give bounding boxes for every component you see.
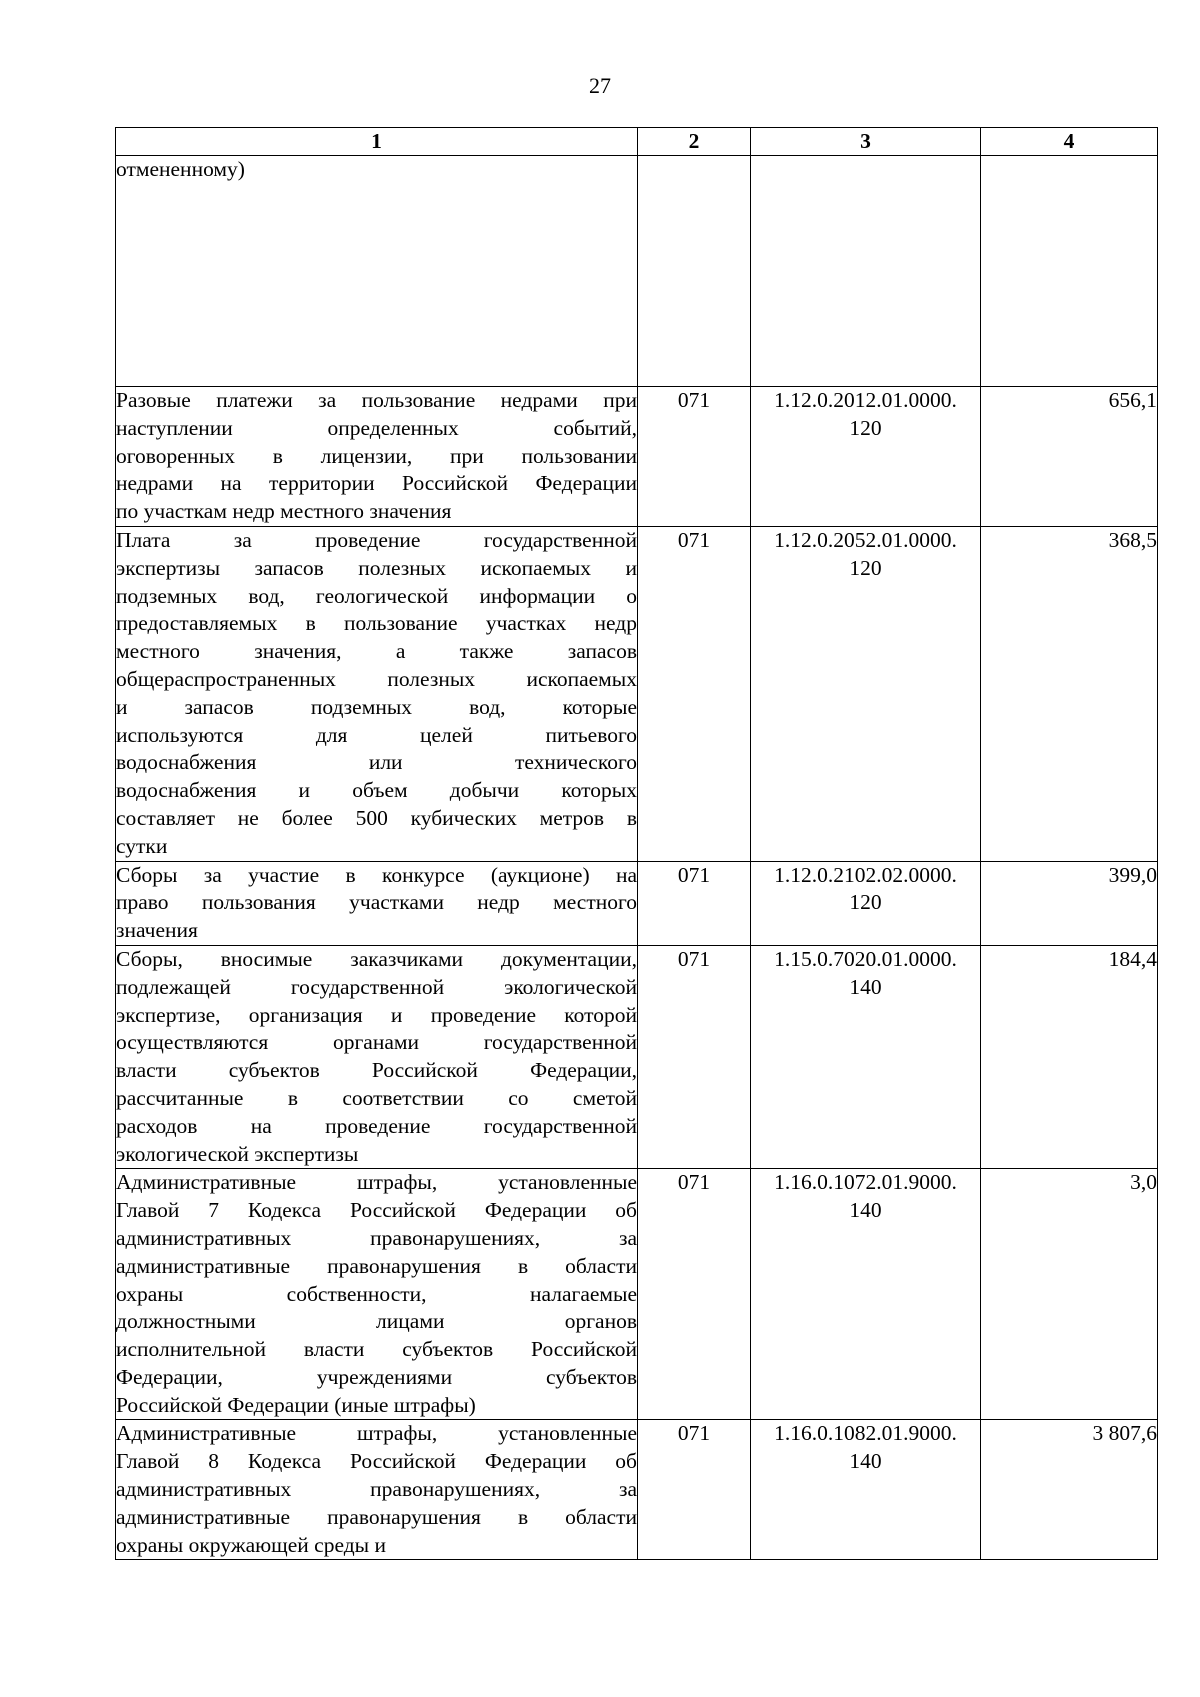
table-row <box>116 387 1158 527</box>
row-name-line: водоснабжения и объем добычи которых <box>116 778 637 803</box>
row-name-cell <box>116 945 638 1168</box>
row-name-line: осуществляются органами государственной <box>116 1030 637 1055</box>
row-budget-code-line: 1.15.0.7020.01.0000. <box>774 946 957 971</box>
row-name-cell <box>116 526 638 861</box>
row-budget-code-line: 140 <box>849 1449 882 1474</box>
column-header-1: 1 <box>116 128 638 156</box>
table-body <box>116 156 1158 1560</box>
row-budget-code-cell <box>751 526 981 861</box>
row-name-line: Сборы, вносимые заказчиками документации, <box>116 946 637 971</box>
row-name-line: рассчитанные в соответствии со сметой <box>116 1085 637 1110</box>
row-name-line: Главой 8 Кодекса Российской Федерации об <box>116 1449 637 1474</box>
table-header-row <box>116 128 1158 156</box>
row-name-line: по участкам недр местного значения <box>116 499 452 524</box>
row-name-line: Главой 7 Кодекса Российской Федерации об <box>116 1198 637 1223</box>
row-budget-code-line: 1.12.0.2102.02.0000. <box>774 862 957 887</box>
row-budget-code-line: 140 <box>849 974 882 999</box>
row-name-line: водоснабжения или технического <box>116 750 637 775</box>
row-admin-code-cell: 071 <box>638 1420 751 1560</box>
row-amount-cell: 3,0 <box>981 1169 1158 1420</box>
row-name-line: власти субъектов Российской Федерации, <box>116 1058 637 1083</box>
row-name-line: расходов на проведение государственной <box>116 1113 637 1138</box>
row-amount-cell: 656,1 <box>981 387 1158 527</box>
row-amount-cell: 368,5 <box>981 526 1158 861</box>
column-header-2: 2 <box>638 128 751 156</box>
row-name-line: охраны окружающей среды и <box>116 1532 386 1557</box>
page-number: 27 <box>589 73 611 98</box>
row-budget-code-cell <box>751 156 981 387</box>
row-budget-code-line: 1.16.0.1072.01.9000. <box>774 1170 957 1195</box>
row-name-cell <box>116 1169 638 1420</box>
row-name-line: административные правонарушения в области <box>116 1253 637 1278</box>
column-header-4: 4 <box>981 128 1158 156</box>
row-name-line: значения <box>116 918 198 943</box>
row-name-cell <box>116 861 638 945</box>
row-name-cell <box>116 1420 638 1560</box>
row-name-line: право пользования участками недр местного <box>116 890 637 915</box>
row-budget-code-line: 120 <box>849 890 882 915</box>
column-header-3: 3 <box>751 128 981 156</box>
row-budget-code-line: 1.16.0.1082.01.9000. <box>774 1421 957 1446</box>
row-name-line: экологической экспертизы <box>116 1141 359 1166</box>
table-row <box>116 156 1158 387</box>
table-row <box>116 945 1158 1168</box>
row-name-line: административных правонарушениях, за <box>116 1477 637 1502</box>
row-name-line: подлежащей государственной экологической <box>116 974 637 999</box>
row-budget-code-line: 120 <box>849 415 882 440</box>
row-name-line: охраны собственности, налагаемые <box>116 1281 637 1306</box>
row-amount-cell: 3 807,6 <box>981 1420 1158 1560</box>
row-name-cell <box>116 156 638 387</box>
row-name-line: оговоренных в лицензии, при пользовании <box>116 443 637 468</box>
row-admin-code-cell <box>638 156 751 387</box>
row-name-line: исполнительной власти субъектов Российской <box>116 1337 637 1362</box>
row-name-line: и запасов подземных вод, которые <box>116 694 637 719</box>
row-amount-cell <box>981 156 1158 387</box>
row-name-line: предоставляемых в пользование участках недр <box>116 611 637 636</box>
row-name-line: должностными лицами органов <box>116 1309 637 1334</box>
row-name-line: подземных вод, геологической информации о <box>116 583 637 608</box>
row-name-line: административные правонарушения в области <box>116 1504 637 1529</box>
row-name-cell <box>116 387 638 527</box>
revenue-table <box>115 127 1158 1560</box>
table-row <box>116 526 1158 861</box>
table-row <box>116 1169 1158 1420</box>
row-amount-cell: 184,4 <box>981 945 1158 1168</box>
row-name-line: административных правонарушениях, за <box>116 1225 637 1250</box>
row-name-line: Российской Федерации (иные штрафы) <box>116 1392 476 1417</box>
row-budget-code-line: 1.12.0.2012.01.0000. <box>774 388 957 412</box>
table-row <box>116 1420 1158 1560</box>
row-budget-code-cell <box>751 387 981 527</box>
row-budget-code-line: 1.12.0.2052.01.0000. <box>774 527 957 552</box>
row-name-line: экспертизе, организация и проведение которой <box>116 1002 637 1027</box>
row-name-line: Административные штрафы, установленные <box>116 1421 637 1446</box>
row-budget-code-cell <box>751 861 981 945</box>
row-name-line: отмененному) <box>116 157 245 181</box>
row-name-line: экспертизы запасов полезных ископаемых и <box>116 555 637 580</box>
row-name-line: сутки <box>116 833 168 858</box>
row-admin-code-cell: 071 <box>638 526 751 861</box>
row-name-line: Разовые платежи за пользование недрами при <box>116 388 637 412</box>
row-budget-code-line: 120 <box>849 555 882 580</box>
table-row <box>116 861 1158 945</box>
row-name-line: составляет не более 500 кубических метров в <box>116 805 637 830</box>
row-name-line: общераспространенных полезных ископаемых <box>116 666 637 691</box>
row-admin-code-cell: 071 <box>638 945 751 1168</box>
row-budget-code-cell <box>751 1169 981 1420</box>
row-name-line: недрами на территории Российской Федерации <box>116 471 637 496</box>
row-amount-cell: 399,0 <box>981 861 1158 945</box>
row-name-line: используются для целей питьевого <box>116 722 637 747</box>
row-name-line: Федерации, учреждениями субъектов <box>116 1364 637 1389</box>
row-admin-code-cell: 071 <box>638 861 751 945</box>
row-name-line: Плата за проведение государственной <box>116 527 637 552</box>
row-name-line: местного значения, а также запасов <box>116 639 637 664</box>
row-name-line: Сборы за участие в конкурсе (аукционе) на <box>116 862 637 887</box>
row-admin-code-cell: 071 <box>638 1169 751 1420</box>
row-budget-code-line: 140 <box>849 1198 882 1223</box>
row-name-line: Административные штрафы, установленные <box>116 1170 637 1195</box>
row-budget-code-cell <box>751 945 981 1168</box>
row-name-line: наступлении определенных событий, <box>116 415 637 440</box>
row-admin-code-cell: 071 <box>638 387 751 527</box>
row-budget-code-cell <box>751 1420 981 1560</box>
